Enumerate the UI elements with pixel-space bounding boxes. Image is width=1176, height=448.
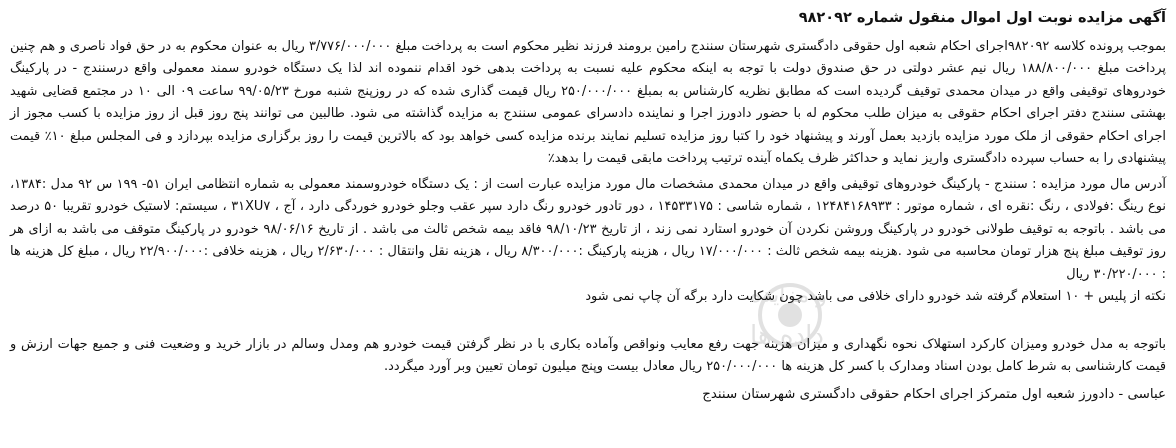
notice-title: آگهی مزایده نوبت اول اموال منقول شماره ۹۸۲۰۹۲ xyxy=(798,10,1166,26)
police-inquiry-note: نکته از پلیس + ۱۰ استعلام گرفته شد خودرو دارای خلافی می باشد چون شکایت دارد برگه آن چاپ نمی شود xyxy=(585,289,1166,304)
valuation-paragraph: باتوجه به مدل خودرو ومیزان کارکرد استهلاک نحوه نگهداری و میزان هزینه جهت رفع معایب ونواقص وآماده بکاری با در نظر گرفتن قیمت خودرو هم ومدل وسالم در بازار خرید و وضعیت فنی و جمیع جهات ارزش و قیمت کارشناسی به شرط کامل بودن اسناد ومدارک با کسر کل هزینه ها ۲۵۰/۰۰۰/۰۰۰ ریال معادل بیست وپنج میلیون تومان تعیین وبر آورد میگردد. xyxy=(10,337,1166,375)
watermark-line-2: داده ها xyxy=(750,321,824,351)
watermark-line-1: و مزایده xyxy=(750,283,827,308)
vehicle-specification-paragraph: آدرس مال مورد مزایده : سنندج - پارکینگ خودروهای توقیفی واقع در میدان محمدی مشخصات مال مورد مزایده عبارت است از : یک دستگاه خودروسمند معمولی به شماره انتظامی ایران ۵۱- ۱۹۹ س ۹۲ مدل :۱۳۸۴، نوع رینگ :فولادی ، رنگ :نقره ای ، شماره موتور : ۱۲۴۸۴۱۶۸۹۳۳ ، شماره شاسی : ۱۴۵۳۳۱۷۵ ، دور تادور خودرو رنگ دارد سپر عقب وجلو خودرو خوردگی دارد ، آج ، ۳۱XU۷ ، سیستم: لاستیک خودرو تقریبا ۵۰ درصد می باشد . باتوجه به توقیف طولانی خودرو در پارکینگ وروشن نکردن آن خودرو استارد نمی زند ، از تاریخ ۹۸/۱۰/۲۳ فاقد بیمه شخص ثالث می باشد . از تاریخ ۹۸/۰۶/۱۶ خودرو در پارکینگ متوقف می باشد به ازای هر روز توقیف مبلغ پنج هزار تومان محاسبه می شود .هزینه بیمه شخص ثالث : ۱۷/۰۰۰/۰۰۰ ریال ، هزینه پارکینگ :۸/۳۰۰/۰۰۰ ریال ، هزینه نقل وانتقال : ۲/۶۳۰/۰۰۰ ریال ، هزینه خلافی :۲۲/۹۰۰/۰۰۰ ریال ، مبلغ کل هزینه ها : ۳۰/۲۲۰/۰۰۰ ریال xyxy=(10,177,1167,282)
case-description-paragraph: بموجب پرونده کلاسه ۹۸۲۰۹۲اجرای احکام شعبه اول حقوقی دادگستری شهرستان سنندج رامین برومند فرزند نظیر محکوم است به پرداخت مبلغ ۳/۷۷۶/۰۰۰/۰۰۰ ریال به عنوان محکوم به در حق فواد ناصری و هم چنین پرداخت مبلغ ۱۸۸/۸۰۰/۰۰۰ ریال نیم عشر دولتی در حق صندوق دولت با توجه به اینکه محکوم علیه نسبت به پرداخت بدهی خود اقدام ننموده اند لذا یک دستگاه خودرو سمند معمولی واقع درسنندج - در پارکینگ خودروهای توقیفی واقع در میدان محمدی توقیف گردیده است که مطابق نظریه کارشناس به بمبلغ ۲۵۰/۰۰۰/۰۰۰ ریال قیمت گذاری شده که در روزپنج شنبه مورخ ۹۹/۰۵/۲۳ ساعت ۰۹ الی ۱۰ در مجتمع قضایی شهید بهشتی سنندج دفتر اجرای احکام حقوقی به میزان طلب محکوم له با حضور دادورز اجرا و نماینده دادسرای عمومی سنندج به مزایده گذاشته می شود. طالبین می توانند پنج روز قبل از روز مزایده با کسب مجوز از اجرای احکام حقوقی از ملک مورد مزایده بازدید بعمل آورند و پیشنهاد خود را کتبا روز مزایده تسلیم نمایند برنده مزایده کسی خواهد بود که بالاترین قیمت را روز برگزاری مزایده بپردازد و فی المجلس مبلغ ۱۰٪ قیمت پیشنهادی را به حساب سپرده دادگستری واریز نماید و حداکثر ظرف یکماه آینده ترتیب پرداخت مابقی قیمت را بدهد٪ xyxy=(10,39,1166,167)
signature-line: عباسی - دادورز شعبه اول متمرکز اجرای احکام حقوقی دادگستری شهرستان سنندج xyxy=(702,387,1166,402)
